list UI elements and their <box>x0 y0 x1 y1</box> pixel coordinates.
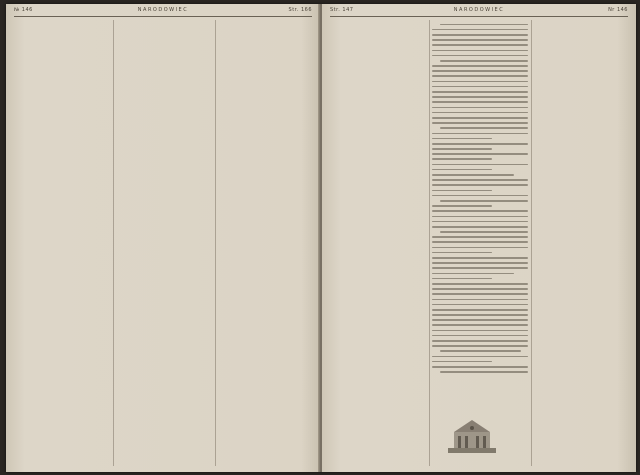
text-line <box>432 164 528 166</box>
text-line <box>432 324 528 326</box>
text-line <box>432 278 492 280</box>
text-line <box>440 60 528 62</box>
text-line <box>432 210 528 212</box>
text-line <box>432 299 528 301</box>
text-line <box>432 330 528 332</box>
text-line <box>440 127 528 129</box>
text-line <box>432 267 528 269</box>
text-line <box>432 65 528 67</box>
text-line <box>432 39 528 41</box>
text-line <box>432 361 492 363</box>
text-line <box>432 169 492 171</box>
text-line <box>432 273 514 275</box>
text-line <box>432 205 492 207</box>
right-header-rule <box>330 16 628 17</box>
right-page-str: Str. 147 <box>330 7 354 13</box>
text-line <box>432 184 528 186</box>
right-running-head: NARODOWIEC <box>453 7 505 13</box>
text-line <box>432 158 492 160</box>
text-line <box>432 122 528 124</box>
text-line <box>432 252 492 254</box>
text-line <box>432 112 528 114</box>
text-line <box>432 340 528 342</box>
text-line <box>432 133 528 135</box>
column-divider <box>215 20 216 466</box>
text-line <box>440 24 528 26</box>
text-line <box>432 283 528 285</box>
text-line <box>432 314 528 316</box>
text-line <box>432 101 528 103</box>
text-line <box>432 81 528 83</box>
newspaper-spread <box>6 4 636 472</box>
left-page <box>6 4 320 472</box>
text-line <box>432 236 528 238</box>
text-line <box>432 86 528 88</box>
text-line <box>432 356 528 358</box>
text-line <box>432 195 528 197</box>
text-line <box>432 221 528 223</box>
text-line <box>432 293 528 295</box>
text-line <box>432 216 528 218</box>
column-divider <box>429 20 430 466</box>
text-line <box>432 304 528 306</box>
text-line <box>432 138 492 140</box>
right-page-number: Nr 146 <box>608 7 628 13</box>
text-line <box>432 29 528 31</box>
text-line <box>432 309 528 311</box>
column-divider <box>531 20 532 466</box>
text-line <box>432 34 528 36</box>
right-column-2 <box>432 20 528 412</box>
text-line <box>432 247 528 249</box>
text-line <box>432 70 528 72</box>
left-running-head: NARODOWIEC <box>137 7 189 13</box>
column-divider <box>113 20 114 466</box>
text-line <box>432 345 528 347</box>
text-line <box>432 107 528 109</box>
ornament-vignette-icon <box>444 418 500 458</box>
text-line <box>432 44 528 46</box>
text-line <box>432 75 528 77</box>
text-line <box>432 153 528 155</box>
text-line <box>432 143 528 145</box>
text-line <box>432 55 528 57</box>
text-line <box>432 179 528 181</box>
text-line <box>432 226 528 228</box>
right-page <box>322 4 636 472</box>
text-line <box>432 262 528 264</box>
left-page-str: Str. 166 <box>288 7 312 13</box>
text-line <box>432 91 528 93</box>
text-line <box>432 335 528 337</box>
text-line <box>432 148 492 150</box>
text-line <box>440 231 528 233</box>
text-line <box>432 288 528 290</box>
text-line <box>432 190 492 192</box>
text-line <box>440 371 528 373</box>
text-lines <box>432 20 528 412</box>
left-page-number: № 146 <box>14 7 33 13</box>
text-line <box>432 117 528 119</box>
text-line <box>432 366 528 368</box>
text-line <box>432 174 514 176</box>
text-line <box>432 96 528 98</box>
left-header-rule <box>14 16 312 17</box>
text-line <box>432 257 528 259</box>
text-line <box>432 241 528 243</box>
text-line <box>432 50 528 52</box>
text-line <box>440 200 528 202</box>
text-line <box>440 350 522 352</box>
text-line <box>432 319 528 321</box>
